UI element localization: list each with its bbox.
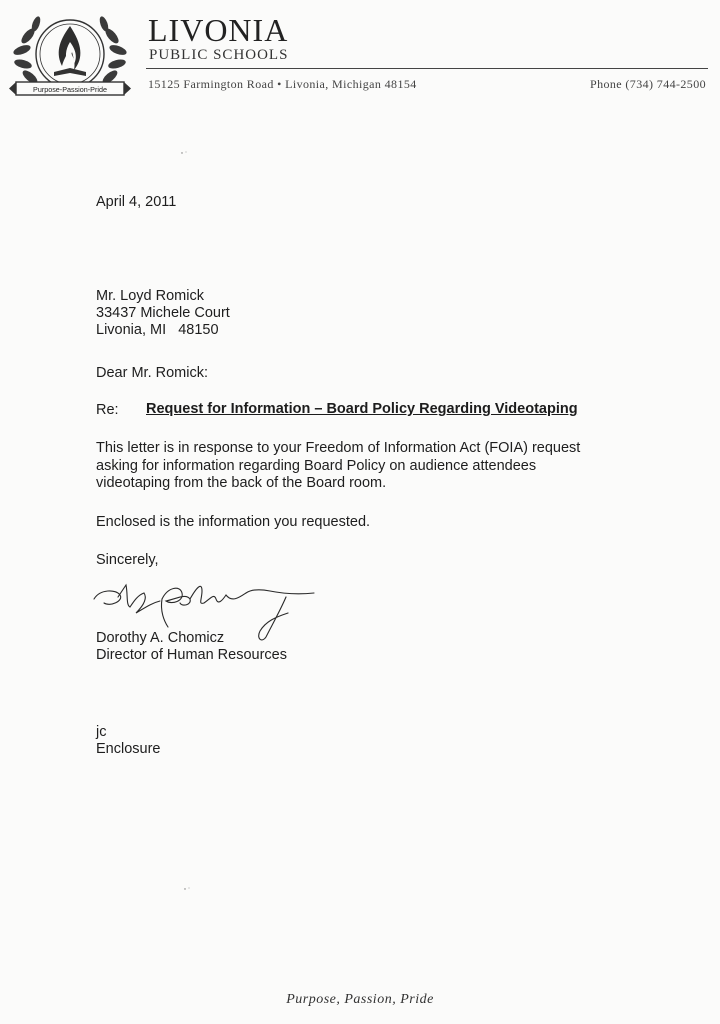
re-label: Re: (96, 402, 119, 418)
recipient-city: Livonia, MI 48150 (96, 322, 219, 338)
typist-initials: jc (96, 724, 107, 740)
scan-speck (183, 886, 193, 892)
school-logo-icon (6, 6, 134, 106)
recipient-street: 33437 Michele Court (96, 305, 230, 321)
logo-ribbon-text: Purpose-Passion-Pride (33, 85, 107, 94)
signer-title: Director of Human Resources (96, 647, 287, 663)
letterhead-address: 15125 Farmington Road • Livonia, Michigan 48154 (148, 77, 417, 91)
letter-date: April 4, 2011 (96, 194, 177, 210)
closing: Sincerely, (96, 552, 159, 568)
recipient-address (96, 288, 230, 339)
footer-motto: Purpose, Passion, Pride (286, 992, 434, 1007)
salutation: Dear Mr. Romick: (96, 365, 208, 381)
org-name: LIVONIA (148, 12, 289, 48)
body-paragraph-2: Enclosed is the information you requested. (96, 514, 371, 530)
enclosure-note: Enclosure (96, 741, 161, 757)
org-subtitle: PUBLIC SCHOOLS (149, 47, 289, 63)
letterhead-phone: Phone (734) 744-2500 (590, 77, 706, 91)
recipient-name: Mr. Loyd Romick (96, 288, 204, 304)
body-line: videotaping from the back of the Board room. (96, 475, 387, 491)
body-line: This letter is in response to your Freedom of Information Act (FOIA) request (96, 440, 581, 456)
letterhead-divider (146, 68, 708, 69)
signer-name: Dorothy A. Chomicz (96, 630, 225, 646)
body-line: asking for information regarding Board Policy on audience attendees (96, 457, 537, 474)
body-paragraph-1 (96, 440, 580, 493)
scan-speck (180, 150, 190, 156)
re-subject: Request for Information – Board Policy Regarding Videotaping (146, 401, 578, 417)
